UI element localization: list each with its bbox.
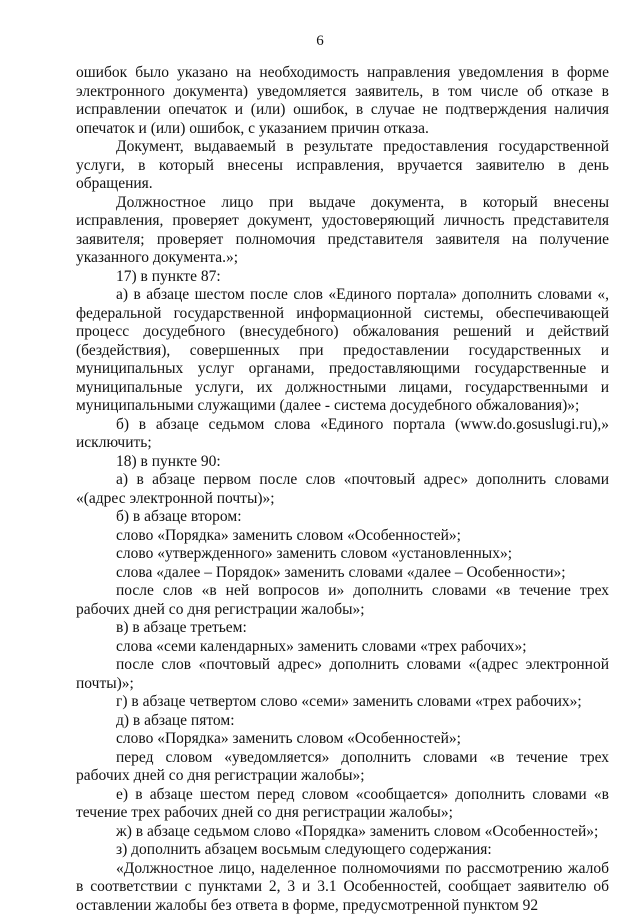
paragraph: е) в абзаце шестом перед словом «сообщается» дополнить словами «в течение трех рабочих дней со дня регистрации жалобы»;: [76, 786, 609, 823]
paragraph: после слов «в ней вопросов и» дополнить словами «в течение трех рабочих дней со дня регистрации жалобы»;: [76, 582, 609, 619]
paragraph: перед словом «уведомляется» дополнить словами «в течение трех рабочих дней со дня регистрации жалобы»;: [76, 749, 609, 786]
paragraph: Документ, выдаваемый в результате предоставления государственной услуги, в который внесены исправления, вручается заявителю в день обращения.: [76, 138, 609, 194]
paragraph: Должностное лицо при выдаче документа, в который внесены исправления, проверяет документ, удостоверяющий личность представителя заявителя; проверяет полномочия представителя заявителя на получение указанного документа.»;: [76, 194, 609, 268]
paragraph: ж) в абзаце седьмом слово «Порядка» заменить словом «Особенностей»;: [76, 823, 609, 842]
paragraph: слово «утвержденного» заменить словом «установленных»;: [76, 545, 609, 564]
paragraph: б) в абзаце втором:: [76, 508, 609, 527]
paragraph: 18) в пункте 90:: [76, 453, 609, 472]
paragraph: б) в абзаце седьмом слова «Единого портала (www.do.gosuslugi.ru),» исключить;: [76, 416, 609, 453]
paragraph: ошибок было указано на необходимость направления уведомления в форме электронного документа) уведомляется заявитель, в том числе об отказе в исправлении опечаток и (или) ошибок, в случае не подтверждения наличия опечаток и (или) ошибок, с указанием причин отказа.: [76, 64, 609, 138]
paragraph: а) в абзаце шестом после слов «Единого портала» дополнить словами «, федеральной государственной информационной системы, обеспечивающей процесс досудебного (внесудебного) обжалования решений и действий (бездействия), совершенных при предоставлении государственных и муниципальных услуг органами, предоставляющими государственные и муниципальные услуги, их должностными лицами, государственными и муниципальными служащими (далее - система досудебного обжалования)»;: [76, 286, 609, 416]
paragraph: д) в абзаце пятом:: [76, 712, 609, 731]
paragraph: слово «Порядка» заменить словом «Особенностей»;: [76, 730, 609, 749]
paragraph: после слов «почтовый адрес» дополнить словами «(адрес электронной почты)»;: [76, 656, 609, 693]
paragraph: в) в абзаце третьем:: [76, 619, 609, 638]
paragraph: а) в абзаце первом после слов «почтовый адрес» дополнить словами «(адрес электронной почты)»;: [76, 471, 609, 508]
paragraph: 17) в пункте 87:: [76, 268, 609, 287]
paragraph: з) дополнить абзацем восьмым следующего содержания:: [76, 841, 609, 860]
paragraph: слова «семи календарных» заменить словами «трех рабочих»;: [76, 638, 609, 657]
document-body: [76, 64, 609, 915]
page-number: 6: [0, 33, 640, 50]
paragraph: слова «далее – Порядок» заменить словами «далее – Особенности»;: [76, 564, 609, 583]
paragraph: г) в абзаце четвертом слово «семи» заменить словами «трех рабочих»;: [76, 693, 609, 712]
paragraph: слово «Порядка» заменить словом «Особенностей»;: [76, 527, 609, 546]
paragraph: «Должностное лицо, наделенное полномочиями по рассмотрению жалоб в соответствии с пунктами 2, 3 и 3.1 Особенностей, сообщает заявителю об оставлении жалобы без ответа в форме, предусмотренной пунктом 92: [76, 860, 609, 915]
